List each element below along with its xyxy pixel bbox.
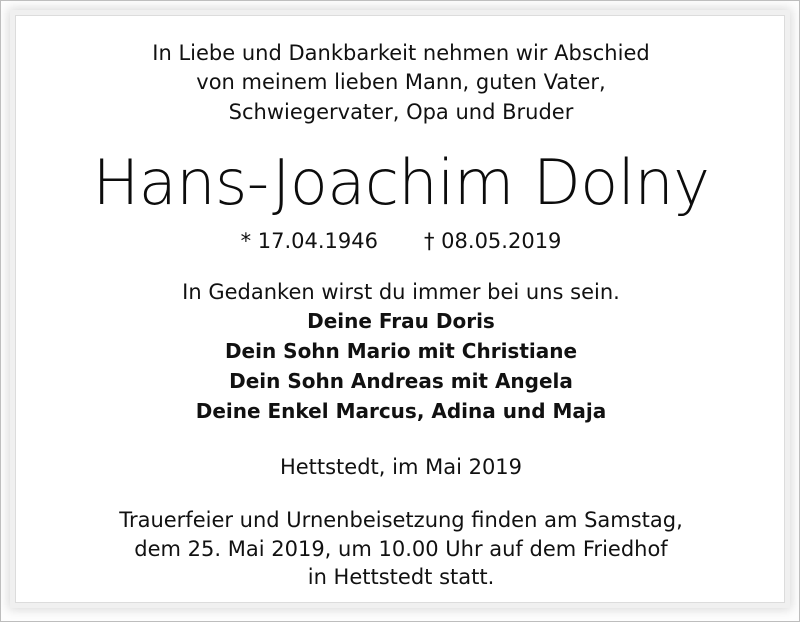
intro-line: Schwiegervater, Opa und Bruder <box>228 100 574 124</box>
family-member: Dein Sohn Andreas mit Angela <box>229 369 573 393</box>
memorial-quote: In Gedanken wirst du immer bei uns sein. <box>182 280 620 304</box>
intro-line: In Liebe und Dankbarkeit nehmen wir Abschied <box>152 41 650 65</box>
death-date: † 08.05.2019 <box>424 229 562 253</box>
birth-date: * 17.04.1946 <box>240 229 378 253</box>
family-member: Deine Frau Doris <box>307 309 495 333</box>
family-member: Deine Enkel Marcus, Adina und Maja <box>195 399 607 423</box>
ceremony-line: Trauerfeier und Urnenbeisetzung finden am Samstag, <box>119 508 683 532</box>
family-member: Dein Sohn Mario mit Christiane <box>224 339 578 363</box>
deceased-name: Hans-Joachim Dolny <box>92 146 710 219</box>
life-dates <box>1 227 800 255</box>
place-and-date: Hettstedt, im Mai 2019 <box>279 455 523 479</box>
intro-line: von meinem lieben Mann, guten Vater, <box>196 70 606 94</box>
ceremony-line: in Hettstedt statt. <box>307 565 495 589</box>
ceremony-line: dem 25. Mai 2019, um 10.00 Uhr auf dem Friedhof <box>134 537 668 561</box>
